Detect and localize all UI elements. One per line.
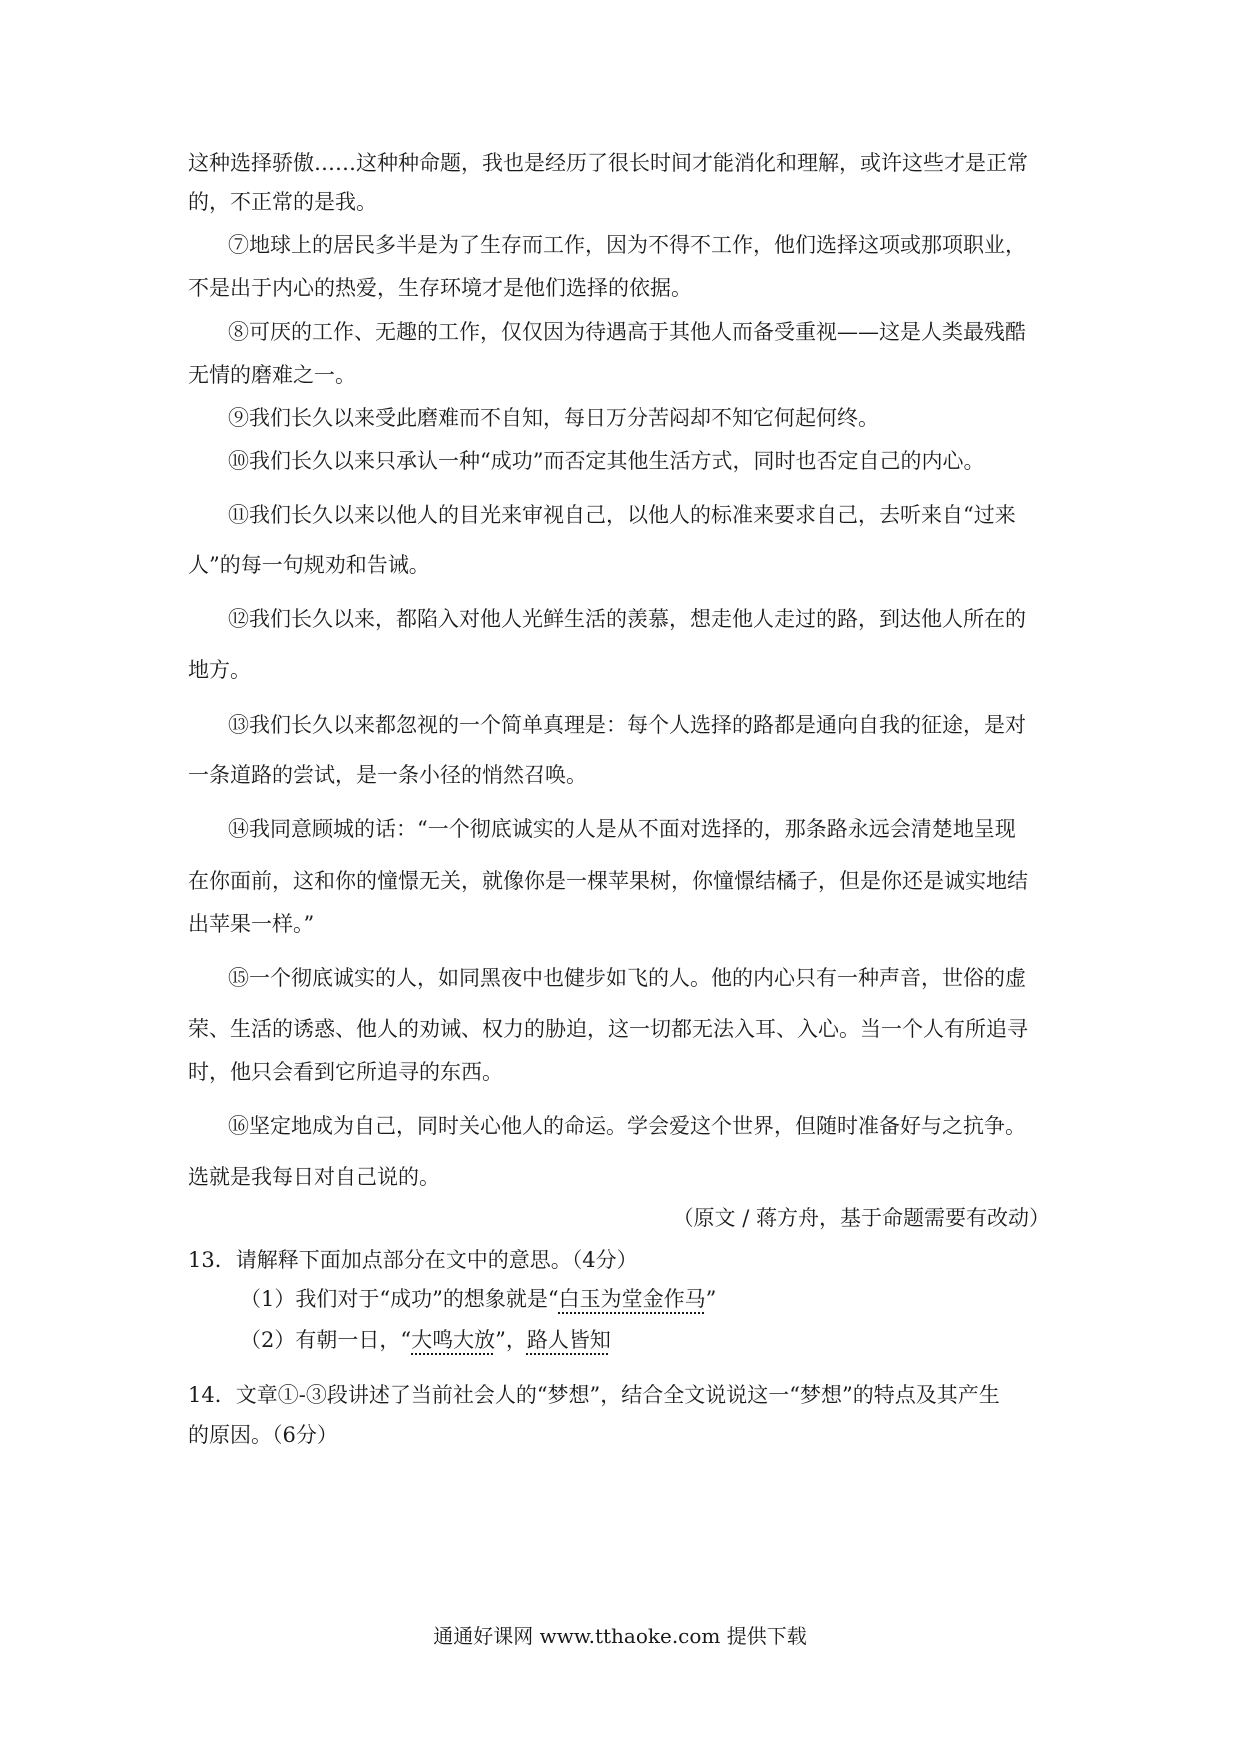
paragraph-line: 人”的每一句规劝和告诫。 — [188, 553, 430, 577]
paragraph-line: ⑩我们长久以来只承认一种“成功”而否定其他生活方式，同时也否定自己的内心。 — [228, 449, 985, 473]
paragraph-line: ⑦地球上的居民多半是为了生存而工作，因为不得不工作，他们选择这项或那项职业， — [228, 233, 1026, 257]
paragraph-line: 荣、生活的诱惑、他人的劝诫、权力的胁迫，这一切都无法入耳、入心。当一个人有所追寻 — [188, 1017, 1028, 1041]
question-13-stem: 13．请解释下面加点部分在文中的意思。（4分） — [188, 1248, 638, 1272]
paragraph-line: 出苹果一样。” — [188, 912, 315, 936]
footer-credit: 通通好课网 www.tthaoke.com 提供下载 — [433, 1624, 807, 1648]
paragraph-line: ⑧可厌的工作、无趣的工作，仅仅因为待遇高于其他人而备受重视——这是人类最残酷 — [228, 320, 1026, 344]
paragraph-line: 在你面前，这和你的憧憬无关，就像你是一棵苹果树，你憧憬结橘子，但是你还是诚实地结 — [188, 869, 1028, 893]
paragraph-line: 选就是我每日对自己说的。 — [188, 1165, 440, 1189]
item-text: （2）有朝一日，“ — [240, 1328, 412, 1352]
paragraph-line: 不是出于内心的热爱，生存环境才是他们选择的依据。 — [188, 276, 692, 300]
paragraph-line: 的，不正常的是我。 — [188, 190, 377, 214]
dotted-phrase: 路人皆知 — [526, 1328, 611, 1352]
paragraph-line: 一条道路的尝试，是一条小径的悄然召唤。 — [188, 763, 587, 787]
item-text: ” — [705, 1287, 717, 1311]
paragraph-line: ⑭我同意顾城的话：“一个彻底诚实的人是从不面对选择的，那条路永远会清楚地呈现 — [228, 817, 1016, 841]
paragraph-line: ⑨我们长久以来受此磨难而不自知，每日万分苦闷却不知它何起何终。 — [228, 406, 879, 430]
paragraph-line: ⑮一个彻底诚实的人，如同黑夜中也健步如飞的人。他的内心只有一种声音，世俗的虚 — [228, 966, 1026, 990]
paragraph-line: ⑬我们长久以来都忽视的一个简单真理是：每个人选择的路都是通向自我的征途，是对 — [228, 713, 1026, 737]
question-14-line-2: 的原因。（6分） — [188, 1423, 338, 1447]
paragraph-line: 这种选择骄傲……这种种命题，我也是经历了很长时间才能消化和理解，或许这些才是正常 — [188, 151, 1028, 175]
paragraph-line: 时，他只会看到它所追寻的东西。 — [188, 1060, 503, 1084]
paragraph-line: 无情的磨难之一。 — [188, 363, 356, 387]
source-note: （原文 / 蒋方舟，基于命题需要有改动） — [672, 1206, 1050, 1230]
paragraph-line: ⑯坚定地成为自己，同时关心他人的命运。学会爱这个世界，但随时准备好与之抗争。 — [228, 1114, 1026, 1138]
dotted-phrase: 大鸣大放 — [411, 1328, 496, 1352]
question-14-line-1: 14．文章①-③段讲述了当前社会人的“梦想”，结合全文说说这一“梦想”的特点及其产生 — [188, 1383, 1000, 1407]
paragraph-line: ⑪我们长久以来以他人的目光来审视自己，以他人的标准来要求自己，去听来自“过来 — [228, 503, 1016, 527]
question-13-item-1 — [240, 1284, 1110, 1314]
paragraph-line: ⑫我们长久以来，都陷入对他人光鲜生活的羡慕，想走他人走过的路，到达他人所在的 — [228, 607, 1026, 631]
item-text: ”， — [495, 1328, 527, 1352]
dotted-phrase: 白玉为堂金作马 — [558, 1287, 706, 1311]
paragraph-line: 地方。 — [188, 658, 251, 682]
item-text: （1）我们对于“成功”的想象就是“ — [240, 1287, 559, 1311]
question-13-item-2 — [240, 1325, 1110, 1355]
